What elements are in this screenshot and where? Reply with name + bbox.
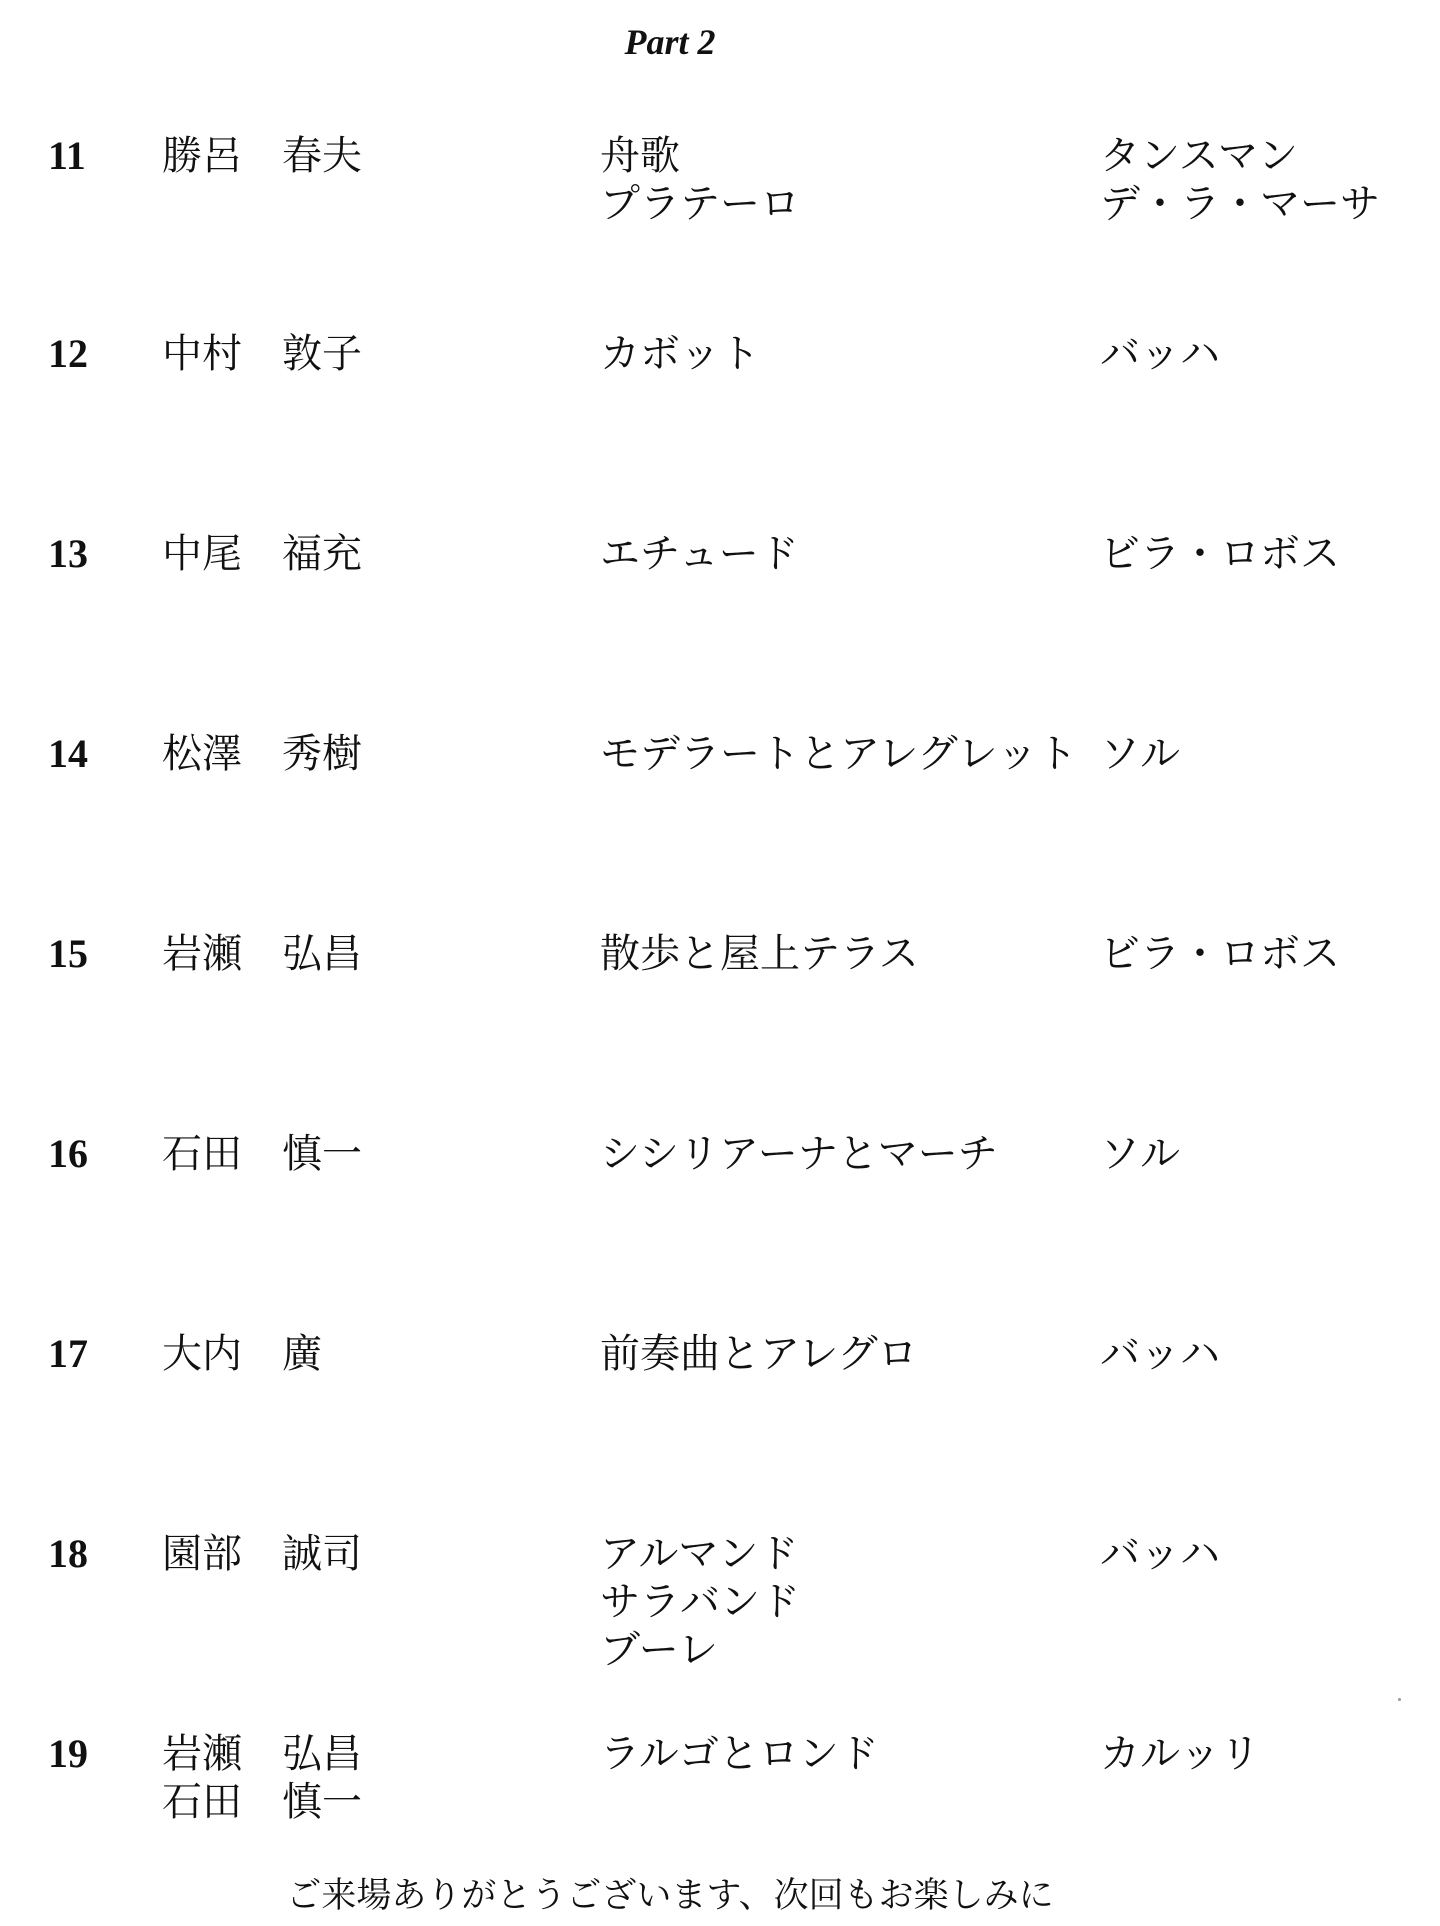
program-entry: [0, 730, 1440, 880]
performer-names-line: 石田 慎一: [162, 1779, 362, 1825]
composer-names-line: ソル: [1100, 1131, 1180, 1177]
performer-names: [162, 1730, 362, 1826]
composer-names: [1100, 132, 1380, 228]
entry-number: 19: [48, 1731, 88, 1776]
piece-titles-line: 舟歌: [600, 133, 680, 179]
piece-titles: [600, 132, 800, 228]
entry-number: 13: [48, 531, 88, 576]
performer-names: [162, 730, 362, 778]
piece-titles: [600, 1530, 800, 1674]
program-entry: [0, 530, 1440, 680]
composer-names: [1100, 330, 1220, 378]
performer-names-line: 岩瀬 弘昌: [162, 1731, 362, 1777]
composer-names-line: タンスマン: [1100, 133, 1298, 179]
composer-names-line: バッハ: [1100, 331, 1220, 377]
piece-titles: [600, 330, 760, 378]
piece-titles-line: シシリアーナとマーチ: [600, 1131, 998, 1177]
composer-names-line: ソル: [1100, 731, 1180, 777]
entry-number: 15: [48, 931, 88, 976]
piece-titles-line: プラテーロ: [600, 181, 800, 227]
performer-names: [162, 132, 362, 180]
performer-names-line: 石田 慎一: [162, 1131, 362, 1177]
entry-number: 17: [48, 1331, 88, 1376]
program-entry: [0, 132, 1440, 282]
composer-names: [1100, 1730, 1260, 1778]
performer-names-line: 松澤 秀樹: [162, 731, 362, 777]
piece-titles-line: エチュード: [600, 531, 799, 577]
program-entry: [0, 930, 1440, 1080]
composer-names: [1100, 1530, 1220, 1578]
performer-names: [162, 330, 362, 378]
piece-titles-line: ラルゴとロンド: [600, 1731, 879, 1777]
entry-number: 11: [48, 133, 86, 178]
composer-names: [1100, 730, 1180, 778]
program-entry: [0, 1530, 1440, 1680]
performer-names: [162, 530, 362, 578]
program-entry: [0, 1730, 1440, 1880]
program-entry: [0, 1130, 1440, 1280]
piece-titles: [600, 1130, 998, 1178]
program-entry: [0, 330, 1440, 480]
composer-names-line: ビラ・ロボス: [1100, 531, 1340, 577]
performer-names: [162, 1130, 362, 1178]
piece-titles-line: カボット: [600, 331, 760, 377]
piece-titles: [600, 930, 919, 978]
piece-titles: [600, 1730, 879, 1778]
performer-names: [162, 1330, 322, 1378]
composer-names-line: バッハ: [1100, 1531, 1220, 1577]
entry-number: 12: [48, 331, 88, 376]
entry-number: 14: [48, 731, 88, 776]
piece-titles-line: モデラートとアレグレット: [600, 731, 1078, 777]
composer-names: [1100, 930, 1340, 978]
piece-titles-line: ブーレ: [600, 1627, 718, 1673]
composer-names: [1100, 530, 1340, 578]
piece-titles: [600, 530, 799, 578]
piece-titles-line: アルマンド: [600, 1531, 799, 1577]
piece-titles-line: 散歩と屋上テラス: [600, 931, 919, 977]
composer-names: [1100, 1130, 1180, 1178]
entry-number: 16: [48, 1131, 88, 1176]
closing-message: ご来場ありがとうございます、次回もお楽しみに: [286, 1876, 1054, 1916]
scan-speck: [1398, 1698, 1401, 1701]
composer-names-line: バッハ: [1100, 1331, 1220, 1377]
performer-names-line: 大内 廣: [162, 1331, 322, 1377]
composer-names-line: カルッリ: [1100, 1731, 1260, 1777]
performer-names-line: 中村 敦子: [162, 331, 362, 377]
performer-names-line: 園部 誠司: [162, 1531, 362, 1577]
performer-names-line: 中尾 福充: [162, 531, 362, 577]
piece-titles: [600, 730, 1077, 778]
piece-titles-line: サラバンド: [600, 1579, 800, 1625]
performer-names: [162, 1530, 362, 1578]
program-entry: [0, 1330, 1440, 1480]
piece-titles: [600, 1330, 918, 1378]
performer-names-line: 岩瀬 弘昌: [162, 931, 362, 977]
entry-number: 18: [48, 1531, 88, 1576]
composer-names: [1100, 1330, 1220, 1378]
performer-names: [162, 930, 362, 978]
page-title: Part 2: [624, 22, 716, 62]
piece-titles-line: 前奏曲とアレグロ: [600, 1331, 918, 1377]
composer-names-line: ビラ・ロボス: [1100, 931, 1340, 977]
performer-names-line: 勝呂 春夫: [162, 133, 362, 179]
composer-names-line: デ・ラ・マーサ: [1100, 181, 1380, 227]
